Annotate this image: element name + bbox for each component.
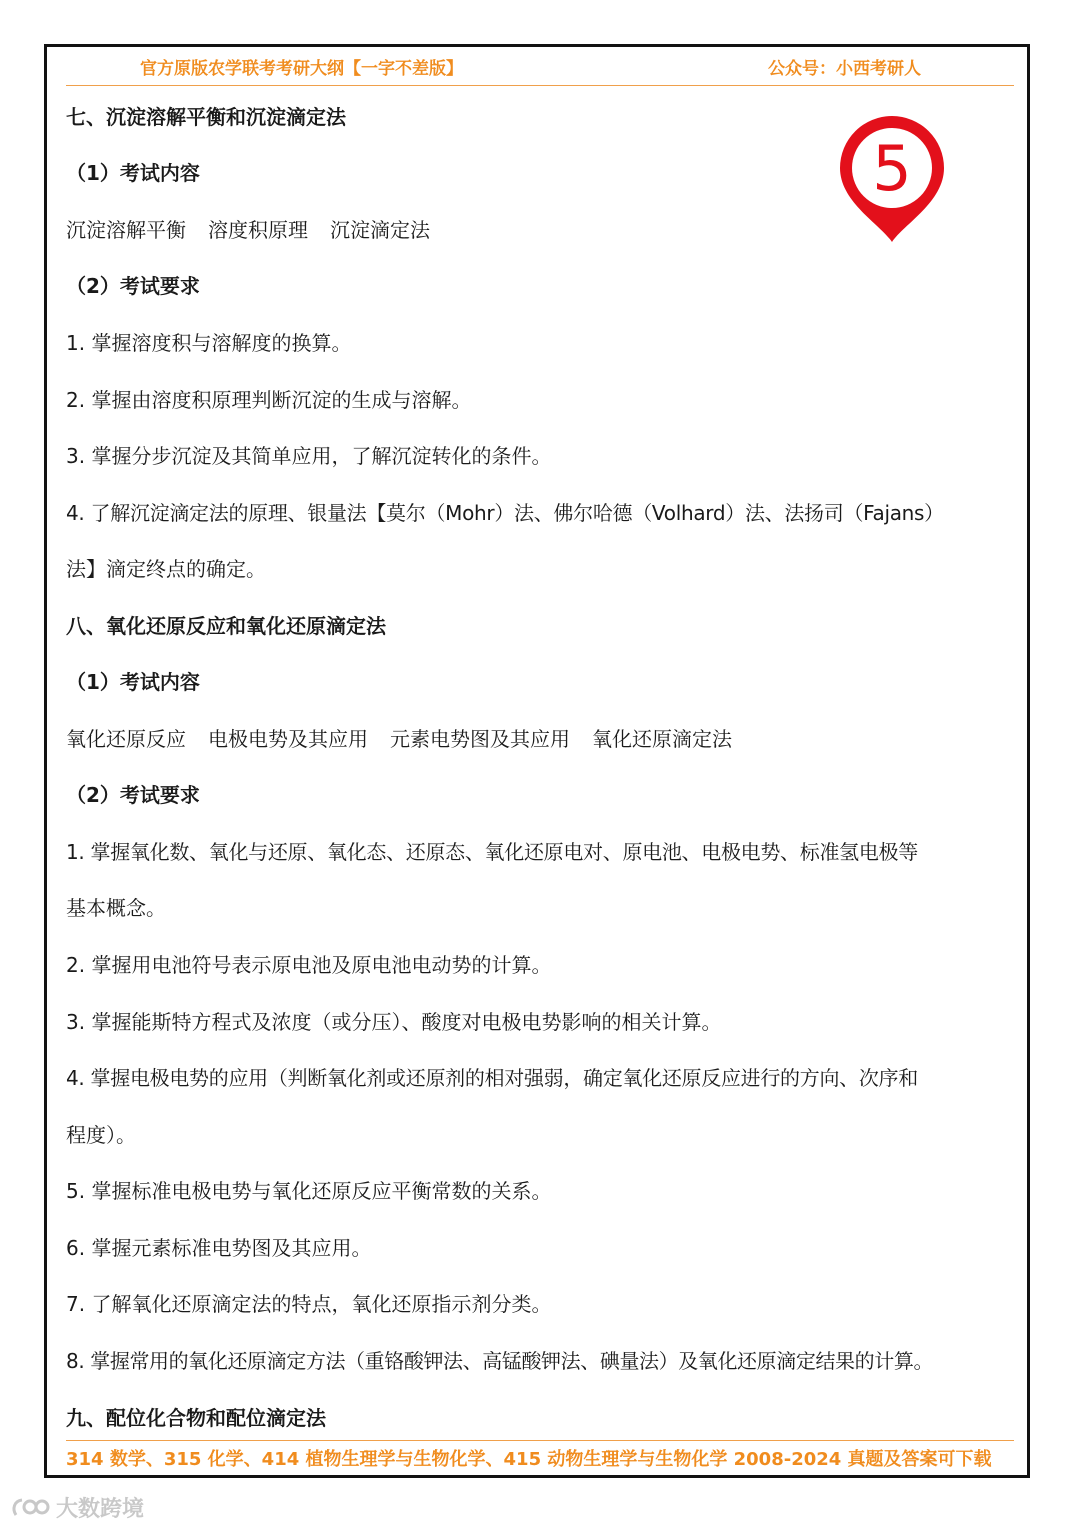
watermark-logo-icon [10, 1495, 50, 1521]
section-7-req-line: 4. 了解沉淀滴定法的原理、银量法【莫尔（Mohr）法、佛尔哈德（Volhard）法、法扬司（Fajans） [66, 501, 944, 525]
content-item: 元素电势图及其应用 [390, 727, 570, 751]
pin-number: 5 [872, 132, 912, 205]
section-8-req-line: 程度）。 [66, 1123, 136, 1147]
content-item: 溶度积原理 [208, 218, 308, 242]
footer-note: 314 数学、315 化学、414 植物生理学与生物化学、415 动物生理学与生物化学 2008-2024 真题及答案可下载 [66, 1449, 992, 1470]
content-item: 氧化还原反应 [66, 727, 186, 751]
section-8-req-line: 6. 掌握元素标准电势图及其应用。 [66, 1236, 372, 1260]
section-7-req-heading: （2）考试要求 [66, 274, 200, 298]
section-8-req-line: 1. 掌握氧化数、氧化与还原、氧化态、还原态、氧化还原电对、原电池、电极电势、标准氢电极等 [66, 840, 918, 864]
watermark-text: 大数跨境 [56, 1497, 145, 1522]
content-item: 沉淀溶解平衡 [66, 218, 186, 242]
footer-rule [66, 1440, 1014, 1441]
content-item: 电极电势及其应用 [208, 727, 368, 751]
header-rule [66, 85, 1014, 86]
section-7-req-line: 1. 掌握溶度积与溶解度的换算。 [66, 331, 352, 355]
section-7-req-line: 3. 掌握分步沉淀及其简单应用，了解沉淀转化的条件。 [66, 444, 552, 468]
section-7-content-heading: （1）考试内容 [66, 161, 200, 185]
header-account: 公众号：小西考研人 [768, 59, 921, 79]
section-8-content-items [66, 726, 1016, 752]
section-7-req-line: 2. 掌握由溶度积原理判断沉淀的生成与溶解。 [66, 388, 472, 412]
watermark [10, 1492, 144, 1523]
section-7-req-line: 法】滴定终点的确定。 [66, 557, 266, 581]
section-7-content-items [66, 217, 1016, 243]
section-8-content-heading: （1）考试内容 [66, 670, 200, 694]
content-item: 氧化还原滴定法 [592, 727, 732, 751]
section-8-req-heading: （2）考试要求 [66, 783, 200, 807]
header-title: 官方原版农学联考考研大纲【一字不差版】 [140, 59, 463, 79]
section-8-req-line: 3. 掌握能斯特方程式及浓度（或分压）、酸度对电极电势影响的相关计算。 [66, 1010, 722, 1034]
page-border [44, 44, 1030, 1478]
section-8-req-line: 5. 掌握标准电极电势与氧化还原反应平衡常数的关系。 [66, 1179, 552, 1203]
section-8-req-line: 4. 掌握电极电势的应用（判断氧化剂或还原剂的相对强弱，确定氧化还原反应进行的方向、次序和 [66, 1066, 918, 1090]
section-9-title: 九、配位化合物和配位滴定法 [66, 1406, 326, 1430]
section-8-req-line: 基本概念。 [66, 896, 166, 920]
section-8-req-line: 8. 掌握常用的氧化还原滴定方法（重铬酸钾法、高锰酸钾法、碘量法）及氧化还原滴定结果的计算。 [66, 1349, 934, 1373]
section-8-req-line: 7. 了解氧化还原滴定法的特点，氧化还原指示剂分类。 [66, 1292, 552, 1316]
content-item: 沉淀滴定法 [330, 218, 430, 242]
section-7-title: 七、沉淀溶解平衡和沉淀滴定法 [66, 105, 346, 129]
section-8-title: 八、氧化还原反应和氧化还原滴定法 [66, 614, 386, 638]
section-8-req-line: 2. 掌握用电池符号表示原电池及原电池电动势的计算。 [66, 953, 552, 977]
